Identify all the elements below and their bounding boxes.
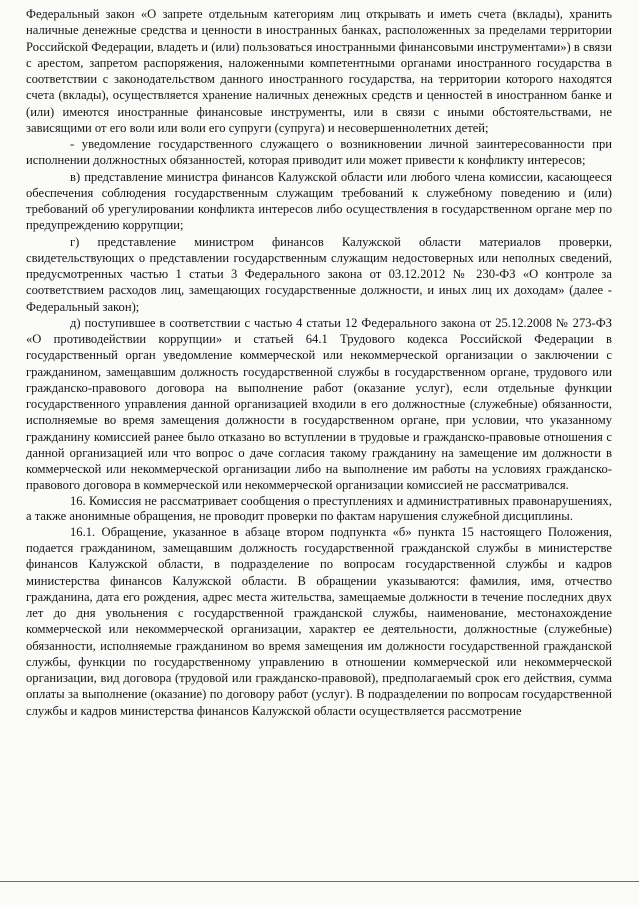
paragraph-item-g: г) представление министром финансов Калужской области материалов проверки, свидетельствующих о представлении государственным служащим недостоверных или неполных сведений, предусмотренных частью 1 статьи 3 Федерального закона от 03.12.2012 № 230-ФЗ «О контроле за соответствием расходов лиц, замещающих государственные должности, и иных лиц их доходам» (далее - Федеральный закон); [26,234,612,314]
page-bottom-divider [0,881,639,882]
paragraph-item-d: д) поступившее в соответствии с частью 4 статьи 12 Федерального закона от 25.12.2008 № 273-ФЗ «О противодействии коррупции» и статьей 64.1 Трудового кодекса Российской Федерации в государственный орган уведомление коммерческой или некоммерческой организации о заключении с гражданином, замещавшим должность государственной службы в государственном органе, трудового или гражданско-правового договора на выполнение работ (оказание услуг), если отдельные функции государственного управления данной организацией входили в его должностные (служебные) обязанности, исполняемые во время замещения должности в государственном органе, при условии, что указанному гражданину комиссией ранее было отказано во вступлении в трудовые и гражданско-правовые отношения с данной организацией или что вопрос о даче согласия такому гражданину на замещение им должности в коммерческой или некоммерческой организации либо на выполнение им работы на условиях гражданско-правового договора в коммерческой или некоммерческой организации комиссией не рассматривался. [26,315,612,493]
document-body [26,6,612,719]
paragraph-conflict-notice: - уведомление государственного служащего о возникновении личной заинтересованности при исполнении должностных обязанностей, которая приводит или может привести к конфликту интересов; [26,137,612,168]
paragraph-16: 16. Комиссия не рассматривает сообщения о преступлениях и административных правонарушениях, а также анонимные обращения, не проводит проверки по фактам нарушения служебной дисциплины. [26,493,612,523]
paragraph-item-v: в) представление министра финансов Калужской области или любого члена комиссии, касающееся обеспечения соблюдения государственным служащим требований к служебному поведению и (или) требований об урегулировании конфликта интересов либо осуществления в государственном органе мер по предупреждению коррупции; [26,169,612,233]
paragraph-foreign-accounts-continuation: Федеральный закон «О запрете отдельным категориям лиц открывать и иметь счета (вклады), хранить наличные денежные средства и ценности в иностранных банках, расположенных за пределами территории Российской Федерации, владеть и (или) пользоваться иностранными финансовыми инструментами») в связи с арестом, запретом распоряжения, наложенными компетентными органами иностранного государства в соответствии с законодательством данного иностранного государства, на территории которого находятся счета (вклады), осуществляется хранение наличных денежных средств и ценностей в иностранном банке и (или) имеются иностранные финансовые инструменты, или в связи с иными обстоятельствами, не зависящими от его воли или воли его супруги (супруга) и несовершеннолетних детей; [26,7,612,135]
paragraph-16-1: 16.1. Обращение, указанное в абзаце втором подпункта «б» пункта 15 настоящего Положения, подается гражданином, замещавшим должность государственной гражданской службы в министерстве финансов Калужской области, в подразделение по вопросам государственной службы и кадров министерства финансов Калужской области. В обращении указываются: фамилия, имя, отчество гражданина, дата его рождения, адрес места жительства, замещаемые должности в течение последних двух лет до дня увольнения с государственной гражданской службы, наименование, местонахождение коммерческой или некоммерческой организации, характер ее деятельности, должностные (служебные) обязанности, исполняемые гражданином во время замещения им должности государственной гражданской службы, функции по государственному управлению в отношении коммерческой или некоммерческой организации, вид договора (трудовой или гражданско-правовой), предполагаемый срок его действия, сумма оплаты за выполнение (оказание) по договору работ (услуг). В подразделении по вопросам государственной службы и кадров министерства финансов Калужской области осуществляется рассмотрение [26,524,612,718]
